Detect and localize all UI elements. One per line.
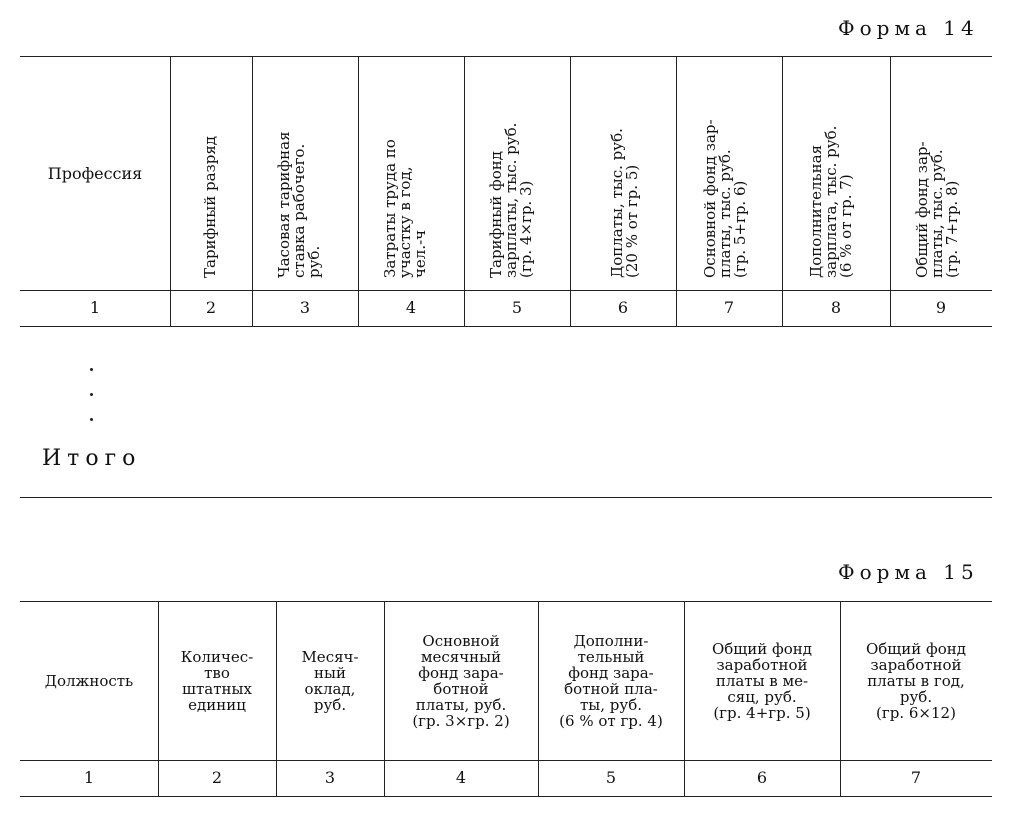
- form-14-col-divider: [464, 56, 465, 326]
- form-15-col-number: 6: [756, 768, 768, 787]
- form-14-header-col4: Затраты труда по участку в год, чел.-ч: [381, 139, 429, 278]
- form-14-col-number: 6: [617, 298, 629, 317]
- ellipsis-dot: [90, 393, 93, 396]
- form-15-header-additional-fund: Дополни- тельный фонд зара- ботной пла- ты, руб. (6 % от гр. 4): [559, 631, 663, 730]
- form-14-label: Форма 14: [838, 16, 979, 40]
- form-14-col-divider: [358, 56, 359, 326]
- form-15-header-monthly-salary: Месяч- ный оклад, руб.: [301, 647, 359, 714]
- form-15-col-number: 5: [605, 768, 617, 787]
- form-14-header-col9: Общий фонд зар- платы, тыс. руб. (гр. 7+гр. 8): [913, 141, 961, 278]
- form-14-bottom-border: [20, 497, 992, 498]
- form-14-col-number: 2: [205, 298, 217, 317]
- form-15-header-base-fund: Основной месячный фонд зара- ботной платы, руб. (гр. 3×гр. 2): [412, 631, 510, 730]
- ellipsis-dot: [90, 418, 93, 421]
- form-15-header-bottom-border: [20, 760, 992, 761]
- form-14-col-number: 4: [405, 298, 417, 317]
- form-14-col-divider: [252, 56, 253, 326]
- ellipsis-dot: [90, 368, 93, 371]
- form-15-col-number: 7: [910, 768, 922, 787]
- form-14-header-col5: Тарифный фонд зарплаты, тыс. руб. (гр. 4×гр. 3): [487, 122, 535, 278]
- form-15-header-yearly-total: Общий фонд заработной платы в год, руб. (гр. 6×12): [865, 639, 967, 722]
- form-14-header-col2: Тарифный разряд: [201, 135, 219, 278]
- form-14-col-divider: [890, 56, 891, 326]
- form-15-col-number: 1: [83, 768, 95, 787]
- form-14-total-label: Итого: [42, 446, 142, 471]
- form-15-label: Форма 15: [838, 560, 979, 584]
- form-14-header-bottom-border: [20, 290, 992, 291]
- form-14-header-col8: Дополнительная зарплата, тыс. руб. (6 % от гр. 7): [807, 125, 855, 278]
- form-14-col-number: 1: [89, 298, 101, 317]
- form-14-col-number: 8: [830, 298, 842, 317]
- form-15-header-monthly-total: Общий фонд заработной платы в ме- сяц, руб. (гр. 4+гр. 5): [711, 639, 813, 722]
- form-15-header-position: Должность: [44, 671, 134, 690]
- form-14-header-profession: Профессия: [47, 163, 143, 183]
- form-14-col-number: 5: [511, 298, 523, 317]
- form-14-col-number: 3: [299, 298, 311, 317]
- form-14-col-divider: [170, 56, 171, 326]
- form-15-col-number: 2: [211, 768, 223, 787]
- form-15-bottom-border: [20, 796, 992, 797]
- form-14-header-col6: Доплаты, тыс. руб. (20 % от гр. 5): [608, 128, 641, 278]
- form-14-col-divider: [570, 56, 571, 326]
- form-15-header-staff-count: Количес- тво штатных единиц: [180, 647, 254, 714]
- form-15-col-number: 3: [324, 768, 336, 787]
- form-14-numbers-bottom-border: [20, 326, 992, 327]
- form-14-header-col3: Часовая тарифная ставка рабочего. руб.: [275, 131, 323, 278]
- form-14-col-divider: [782, 56, 783, 326]
- form-15-col-number: 4: [455, 768, 467, 787]
- form-14-col-number: 9: [935, 298, 947, 317]
- form-14-col-divider: [676, 56, 677, 326]
- form-14-header-col7: Основной фонд зар- платы, тыс. руб. (гр. 5+гр. 6): [701, 119, 749, 278]
- form-14-col-number: 7: [723, 298, 735, 317]
